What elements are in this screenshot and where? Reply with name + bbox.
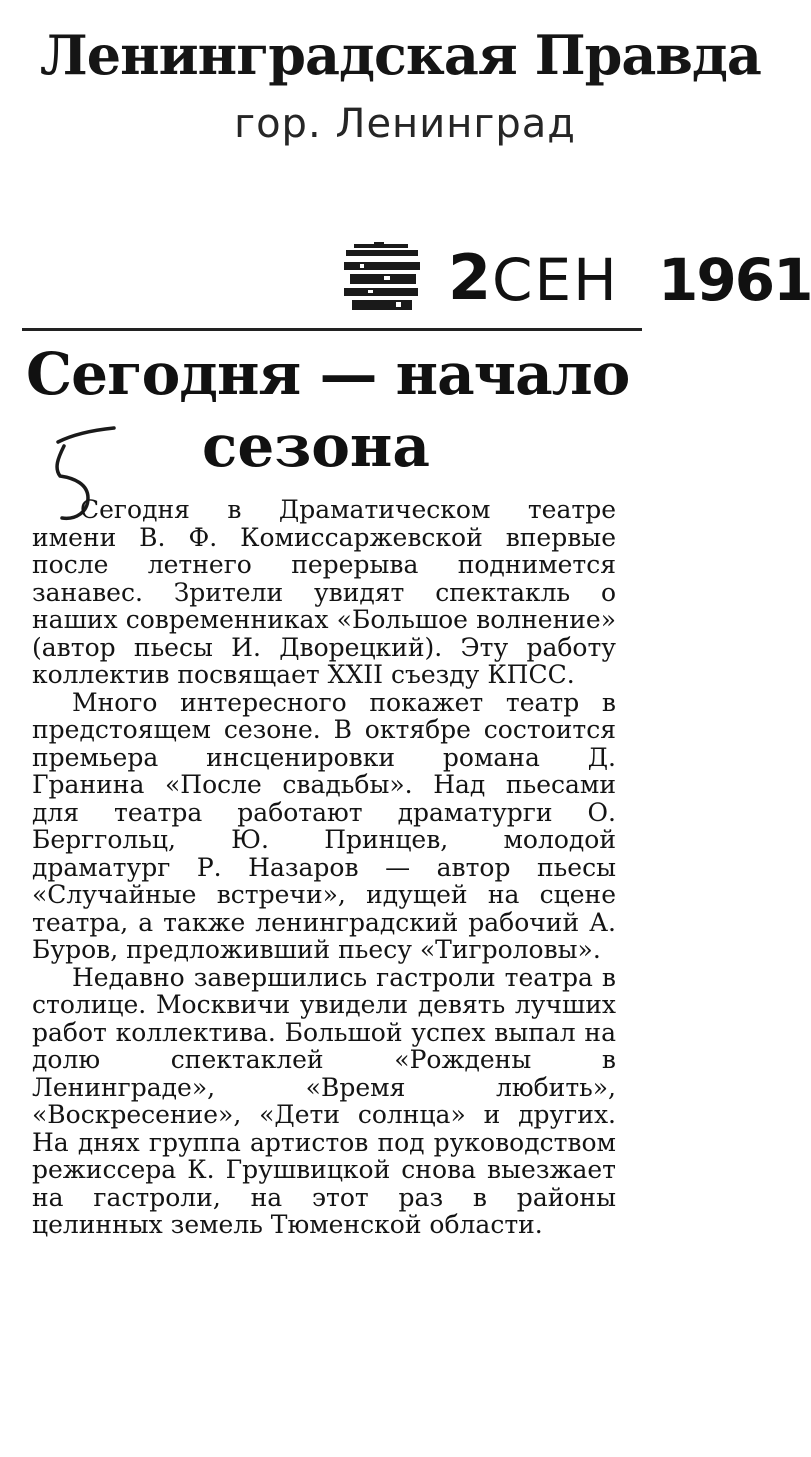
date-stamp bbox=[340, 238, 811, 318]
newspaper-city: гор. Ленинград bbox=[234, 101, 576, 147]
article-paragraph: Недавно завершились гастроли театра в столице. Москвичи увидели девять лучших работ коллектива. Большой успех выпал на долю спектаклей «Рождены в Ленинграде», «Время любить», «Воскресение», «Дети солнца» и других. На днях группа артистов под руководством режиссера К. Грушвицкой снова выезжает на гастроли, на этот раз в районы целинных земель Тюменской области. bbox=[32, 962, 616, 1239]
divider-rule bbox=[22, 328, 642, 331]
newspaper-title: Ленинградская Правда bbox=[40, 23, 761, 87]
stamp-month: СЕН bbox=[492, 246, 619, 314]
stamp-emblem-icon bbox=[340, 242, 424, 314]
headline-line-1: Сегодня — начало bbox=[26, 340, 630, 408]
stamp-day: 2 bbox=[448, 241, 492, 314]
article-body bbox=[32, 496, 616, 1239]
headline-line-2: сезона bbox=[202, 412, 430, 480]
article-paragraph: Много интересного покажет театр в предстоящем сезоне. В октябре состоится премьера инсценировки романа Д. Гранина «После свадьбы». Над пьесами для театра работают драматурги О. Берггольц, Ю. Принцев, молодой драматург Р. Назаров — автор пьесы «Случайные встречи», идущей на сцене театра, а также ленинградский рабочий А. Буров, предложивший пьесу «Тигроловы». bbox=[32, 687, 616, 964]
stamp-year: 1961 bbox=[658, 246, 811, 314]
article-paragraph: Сегодня в Драматическом театре имени В. Ф. Комиссаржевской впервые после летнего перерыва поднимется занавес. Зрители увидят спектакль о наших современниках «Большое волнение» (автор пьесы И. Дворецкий). Эту работу коллектив посвящает XXII съезду КПСС. bbox=[32, 495, 616, 689]
masthead bbox=[40, 20, 761, 150]
